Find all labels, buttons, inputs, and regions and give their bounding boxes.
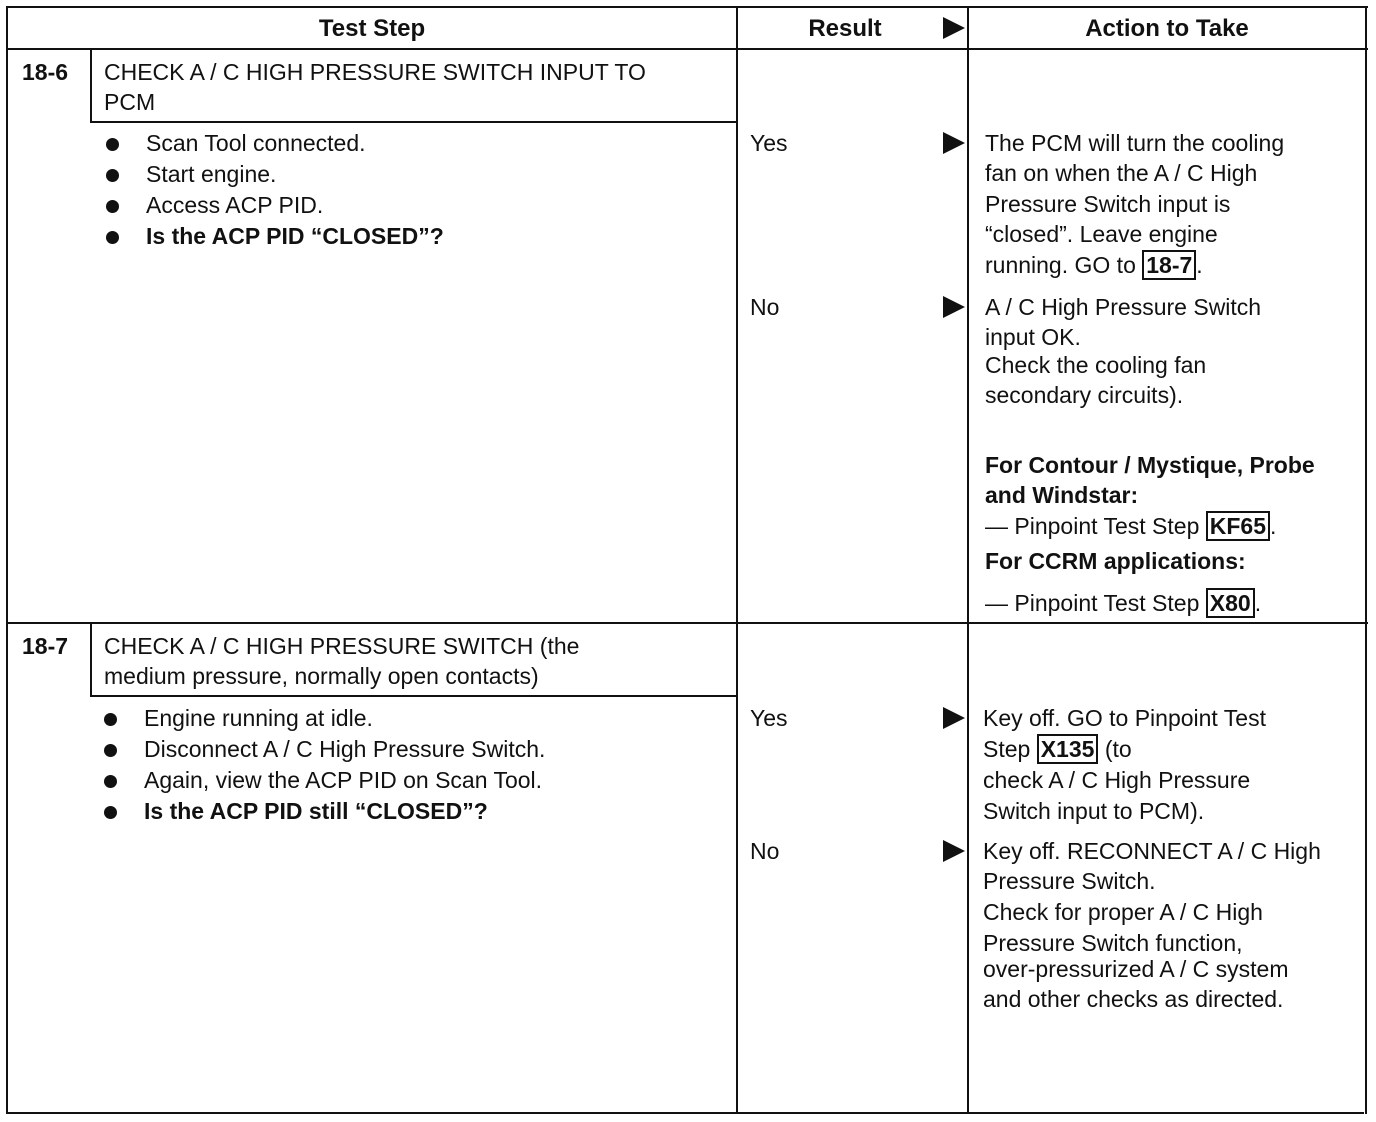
bullet-question: Is the ACP PID still “CLOSED”? (144, 798, 488, 824)
header-divider (6, 48, 1368, 50)
action-subheading: For CCRM applications: (985, 548, 1246, 574)
step-title-underline-18-6 (90, 121, 736, 123)
pinpoint-line (985, 511, 1276, 542)
action-punctuation: . (1270, 513, 1277, 539)
bullet-text: Access ACP PID. (146, 192, 324, 218)
bullet-text: Again, view the ACP PID on Scan Tool. (144, 767, 543, 793)
bullet-icon (104, 713, 117, 726)
result-arrow-icon (943, 840, 965, 862)
action-text: A / C High Pressure Switch (985, 294, 1262, 320)
step-title-underline-18-7 (90, 695, 736, 697)
bullet-icon (104, 775, 117, 788)
action-step-text: Step (983, 736, 1037, 762)
bullet-text: Disconnect A / C High Pressure Switch. (144, 736, 546, 762)
header-arrow-icon (943, 17, 965, 39)
action-text: Key off. RECONNECT A / C High (983, 838, 1321, 864)
action-text: Check the cooling fan (985, 352, 1207, 378)
table-border-right (1365, 6, 1367, 1114)
action-text: Key off. GO to Pinpoint Test (983, 705, 1266, 731)
action-text: input OK. (985, 324, 1081, 350)
table-border-bottom (6, 1112, 1364, 1114)
table-border-top (6, 6, 1368, 8)
bullet-text: Scan Tool connected. (146, 130, 366, 156)
step-title: CHECK A / C HIGH PRESSURE SWITCH INPUT TO (104, 59, 646, 85)
result-label-yes: Yes (750, 705, 788, 731)
bullet-text: Engine running at idle. (144, 705, 373, 731)
result-arrow-icon (943, 707, 965, 729)
bullet-icon (106, 169, 119, 182)
result-label-yes: Yes (750, 130, 788, 156)
row-divider (6, 622, 1368, 624)
result-label-no: No (750, 838, 780, 864)
action-text: The PCM will turn the cooling (985, 130, 1285, 156)
action-text: fan on when the A / C High (985, 160, 1258, 186)
step-reference-18-7[interactable]: 18-7 (1142, 250, 1196, 280)
action-text: Pressure Switch function, (983, 930, 1243, 956)
step-title: medium pressure, normally open contacts) (104, 663, 539, 689)
step-id-divider-18-6 (90, 48, 92, 122)
action-text: Pressure Switch. (983, 868, 1156, 894)
action-goto-line (985, 250, 1203, 281)
bullet-icon (106, 200, 119, 213)
action-text: “closed”. Leave engine (985, 221, 1218, 247)
bullet-icon (104, 806, 117, 819)
column-divider-action (967, 6, 969, 1114)
action-text: Pressure Switch input is (985, 191, 1231, 217)
action-subheading: and Windstar: (985, 482, 1139, 508)
result-arrow-icon (943, 132, 965, 154)
action-punctuation: . (1196, 252, 1203, 278)
action-text: over-pressurized A / C system (983, 956, 1289, 982)
header-result: Result (808, 15, 882, 42)
action-step-text: (to (1098, 736, 1132, 762)
step-title: CHECK A / C HIGH PRESSURE SWITCH (the (104, 633, 580, 659)
action-subheading: For Contour / Mystique, Probe (985, 452, 1315, 478)
bullet-text: Start engine. (146, 161, 277, 187)
bullet-question: Is the ACP PID “CLOSED”? (146, 223, 444, 249)
step-id-divider-18-7 (90, 622, 92, 696)
step-reference-x80[interactable]: X80 (1206, 588, 1255, 618)
result-arrow-icon (943, 296, 965, 318)
step-reference-x135[interactable]: X135 (1037, 734, 1099, 764)
bullet-icon (106, 231, 119, 244)
pinpoint-line (985, 588, 1261, 619)
bullet-icon (104, 744, 117, 757)
pinpoint-text: — Pinpoint Test Step (985, 513, 1206, 539)
step-title: PCM (104, 89, 156, 115)
step-reference-kf65[interactable]: KF65 (1206, 511, 1270, 541)
header-action: Action to Take (1085, 15, 1249, 42)
action-goto-text: running. GO to (985, 252, 1143, 278)
step-id: 18-7 (22, 633, 69, 659)
action-text: Check for proper A / C High (983, 899, 1263, 925)
step-id: 18-6 (22, 59, 69, 85)
result-label-no: No (750, 294, 780, 320)
bullet-icon (106, 138, 119, 151)
table-border-left (6, 6, 8, 1114)
header-test-step: Test Step (318, 15, 426, 42)
pinpoint-text: — Pinpoint Test Step (985, 590, 1206, 616)
action-text: and other checks as directed. (983, 986, 1284, 1012)
action-text: secondary circuits). (985, 382, 1184, 408)
action-text: check A / C High Pressure (983, 767, 1251, 793)
action-punctuation: . (1254, 590, 1262, 616)
action-text: Switch input to PCM). (983, 798, 1205, 824)
action-step-line (983, 734, 1132, 765)
column-divider-result (736, 6, 738, 1114)
